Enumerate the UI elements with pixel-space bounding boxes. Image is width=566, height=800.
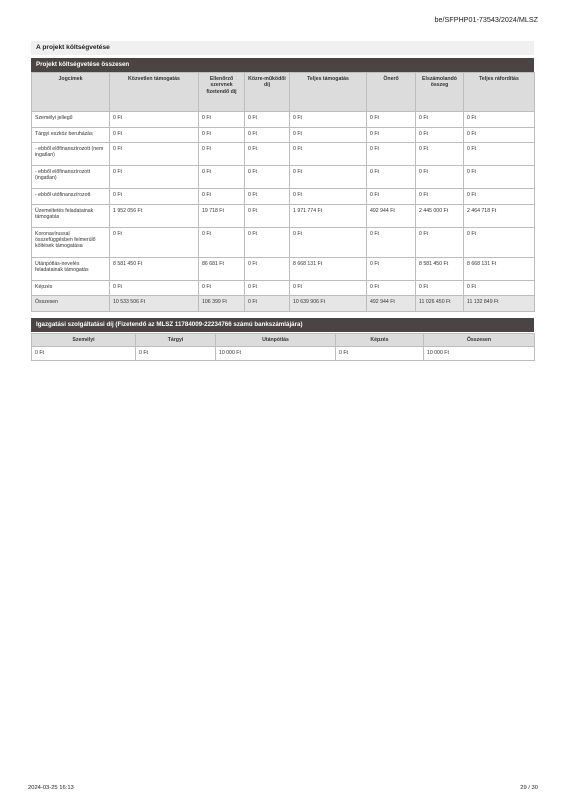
- table-cell: 0 Ft: [367, 257, 416, 280]
- budget-header-row: [32, 73, 535, 112]
- table-cell: 0 Ft: [245, 127, 290, 143]
- row-label: Tárgyi eszköz beruházás: [32, 127, 110, 143]
- table-cell: 19 718 Ft: [199, 204, 245, 227]
- table-cell: 8 668 131 Ft: [290, 257, 367, 280]
- table-cell: 0 Ft: [367, 189, 416, 205]
- table-cell: 0 Ft: [367, 166, 416, 189]
- budget-table: [31, 72, 535, 312]
- row-label: Utánpótlás-nevelés feladatainak támogatás: [32, 257, 110, 280]
- table-cell: 0 Ft: [245, 189, 290, 205]
- row-label: - ebből előfinanszírozott (ingatlan): [32, 166, 110, 189]
- column-header: Ellenőrző szervnek fizetendő díj: [199, 73, 245, 112]
- table-row: [32, 112, 535, 128]
- table-row: [32, 227, 535, 257]
- table-cell: 0 Ft: [136, 347, 216, 360]
- table-cell: 492 944 Ft: [367, 204, 416, 227]
- table-cell: 0 Ft: [290, 189, 367, 205]
- table-cell: 0 Ft: [464, 127, 535, 143]
- total-row: [32, 296, 535, 312]
- table-cell: 0 Ft: [32, 347, 136, 360]
- table-cell: 10 000 Ft: [216, 347, 336, 360]
- table-cell: 0 Ft: [416, 112, 464, 128]
- table-cell: 0 Ft: [416, 280, 464, 296]
- table-cell: 0 Ft: [245, 296, 290, 312]
- table-cell: 10 533 506 Ft: [110, 296, 199, 312]
- column-header: Jogcímek: [32, 73, 110, 112]
- table-cell: 0 Ft: [367, 280, 416, 296]
- table-cell: 0 Ft: [110, 189, 199, 205]
- row-label: Koronavírussal összefüggésben felmerülő költések támogatása: [32, 227, 110, 257]
- row-label: Személyi jellegű: [32, 112, 110, 128]
- column-header: Tárgyi: [136, 334, 216, 347]
- table-row: [32, 257, 535, 280]
- table-cell: 1 952 056 Ft: [110, 204, 199, 227]
- table-cell: 0 Ft: [245, 204, 290, 227]
- table-cell: 86 681 Ft: [199, 257, 245, 280]
- column-header: Közvetlen támogatás: [110, 73, 199, 112]
- table-cell: 10 000 Ft: [424, 347, 535, 360]
- table-cell: 0 Ft: [416, 166, 464, 189]
- table-cell: 0 Ft: [110, 280, 199, 296]
- column-header: Önerő: [367, 73, 416, 112]
- table-cell: 0 Ft: [416, 143, 464, 166]
- table-cell: 8 668 131 Ft: [464, 257, 535, 280]
- table-cell: 0 Ft: [110, 166, 199, 189]
- table-cell: 0 Ft: [336, 347, 424, 360]
- table-cell: 2 445 000 Ft: [416, 204, 464, 227]
- table-cell: 8 581 450 Ft: [416, 257, 464, 280]
- table-cell: 0 Ft: [110, 227, 199, 257]
- table-row: [32, 189, 535, 205]
- table-cell: 0 Ft: [416, 127, 464, 143]
- table-cell: 10 639 906 Ft: [290, 296, 367, 312]
- column-header: Közre-működői díj: [245, 73, 290, 112]
- column-header: Képzés: [336, 334, 424, 347]
- table-cell: 0 Ft: [290, 166, 367, 189]
- fee-table: [31, 333, 535, 361]
- table-cell: 0 Ft: [290, 112, 367, 128]
- table-cell: 8 581 450 Ft: [110, 257, 199, 280]
- table-cell: 492 944 Ft: [367, 296, 416, 312]
- table-cell: 0 Ft: [416, 227, 464, 257]
- table-cell: 0 Ft: [464, 280, 535, 296]
- table-cell: 0 Ft: [245, 166, 290, 189]
- table-cell: 0 Ft: [110, 112, 199, 128]
- table-row: [32, 280, 535, 296]
- table-cell: 0 Ft: [290, 127, 367, 143]
- row-label: - ebből utófinanszírozott: [32, 189, 110, 205]
- table-cell: 0 Ft: [110, 143, 199, 166]
- column-header: Személyi: [32, 334, 136, 347]
- table-row: [32, 127, 535, 143]
- table-cell: 2 464 718 Ft: [464, 204, 535, 227]
- table-cell: 0 Ft: [199, 280, 245, 296]
- table-row: [32, 204, 535, 227]
- table-cell: 0 Ft: [199, 227, 245, 257]
- table-cell: 0 Ft: [245, 112, 290, 128]
- table-cell: 0 Ft: [464, 227, 535, 257]
- document-id: be/SFPHP01-73543/2024/MLSZ: [434, 15, 538, 24]
- fee-table-title: Igazgatási szolgáltatási díj (Fizetendő az MLSZ 11784009-22234766 számú bankszámlájára): [31, 318, 534, 332]
- fee-header-row: [32, 334, 535, 347]
- row-label: Képzés: [32, 280, 110, 296]
- table-cell: 0 Ft: [464, 166, 535, 189]
- row-label: Üzemeltetés feladatainak támogatás: [32, 204, 110, 227]
- table-cell: 0 Ft: [245, 257, 290, 280]
- row-label: Összesen: [32, 296, 110, 312]
- table-cell: 1 971 774 Ft: [290, 204, 367, 227]
- table-cell: 0 Ft: [290, 280, 367, 296]
- table-cell: 106 399 Ft: [199, 296, 245, 312]
- section-title: A projekt költségvetése: [31, 41, 534, 55]
- table-cell: 0 Ft: [464, 112, 535, 128]
- table-cell: 0 Ft: [110, 127, 199, 143]
- table-cell: 0 Ft: [245, 143, 290, 166]
- row-label: - ebből előfinanszírozott (nem ingatlan): [32, 143, 110, 166]
- table-cell: 0 Ft: [199, 143, 245, 166]
- table-cell: 11 026 450 Ft: [416, 296, 464, 312]
- table-cell: 0 Ft: [367, 227, 416, 257]
- column-header: Összesen: [424, 334, 535, 347]
- table-cell: 0 Ft: [367, 112, 416, 128]
- table-cell: 0 Ft: [367, 143, 416, 166]
- table-cell: 0 Ft: [199, 127, 245, 143]
- budget-table-title: Projekt költségvetése összesen: [31, 58, 534, 72]
- table-cell: 0 Ft: [464, 143, 535, 166]
- table-cell: 0 Ft: [199, 189, 245, 205]
- table-cell: 0 Ft: [290, 143, 367, 166]
- table-row: [32, 166, 535, 189]
- table-cell: 0 Ft: [290, 227, 367, 257]
- column-header: Utánpótlás: [216, 334, 336, 347]
- table-row: [32, 143, 535, 166]
- table-cell: 11 132 849 Ft: [464, 296, 535, 312]
- column-header: Teljes támogatás: [290, 73, 367, 112]
- table-cell: 0 Ft: [367, 127, 416, 143]
- column-header: Teljes ráfordítás: [464, 73, 535, 112]
- column-header: Elszámolandó összeg: [416, 73, 464, 112]
- table-cell: 0 Ft: [199, 166, 245, 189]
- footer-page-number: 29 / 30: [520, 785, 538, 791]
- table-cell: 0 Ft: [245, 280, 290, 296]
- table-cell: 0 Ft: [199, 112, 245, 128]
- table-row: [32, 347, 535, 360]
- table-cell: 0 Ft: [416, 189, 464, 205]
- table-cell: 0 Ft: [464, 189, 535, 205]
- footer-date: 2024-03-25 16:13: [28, 785, 74, 791]
- table-cell: 0 Ft: [245, 227, 290, 257]
